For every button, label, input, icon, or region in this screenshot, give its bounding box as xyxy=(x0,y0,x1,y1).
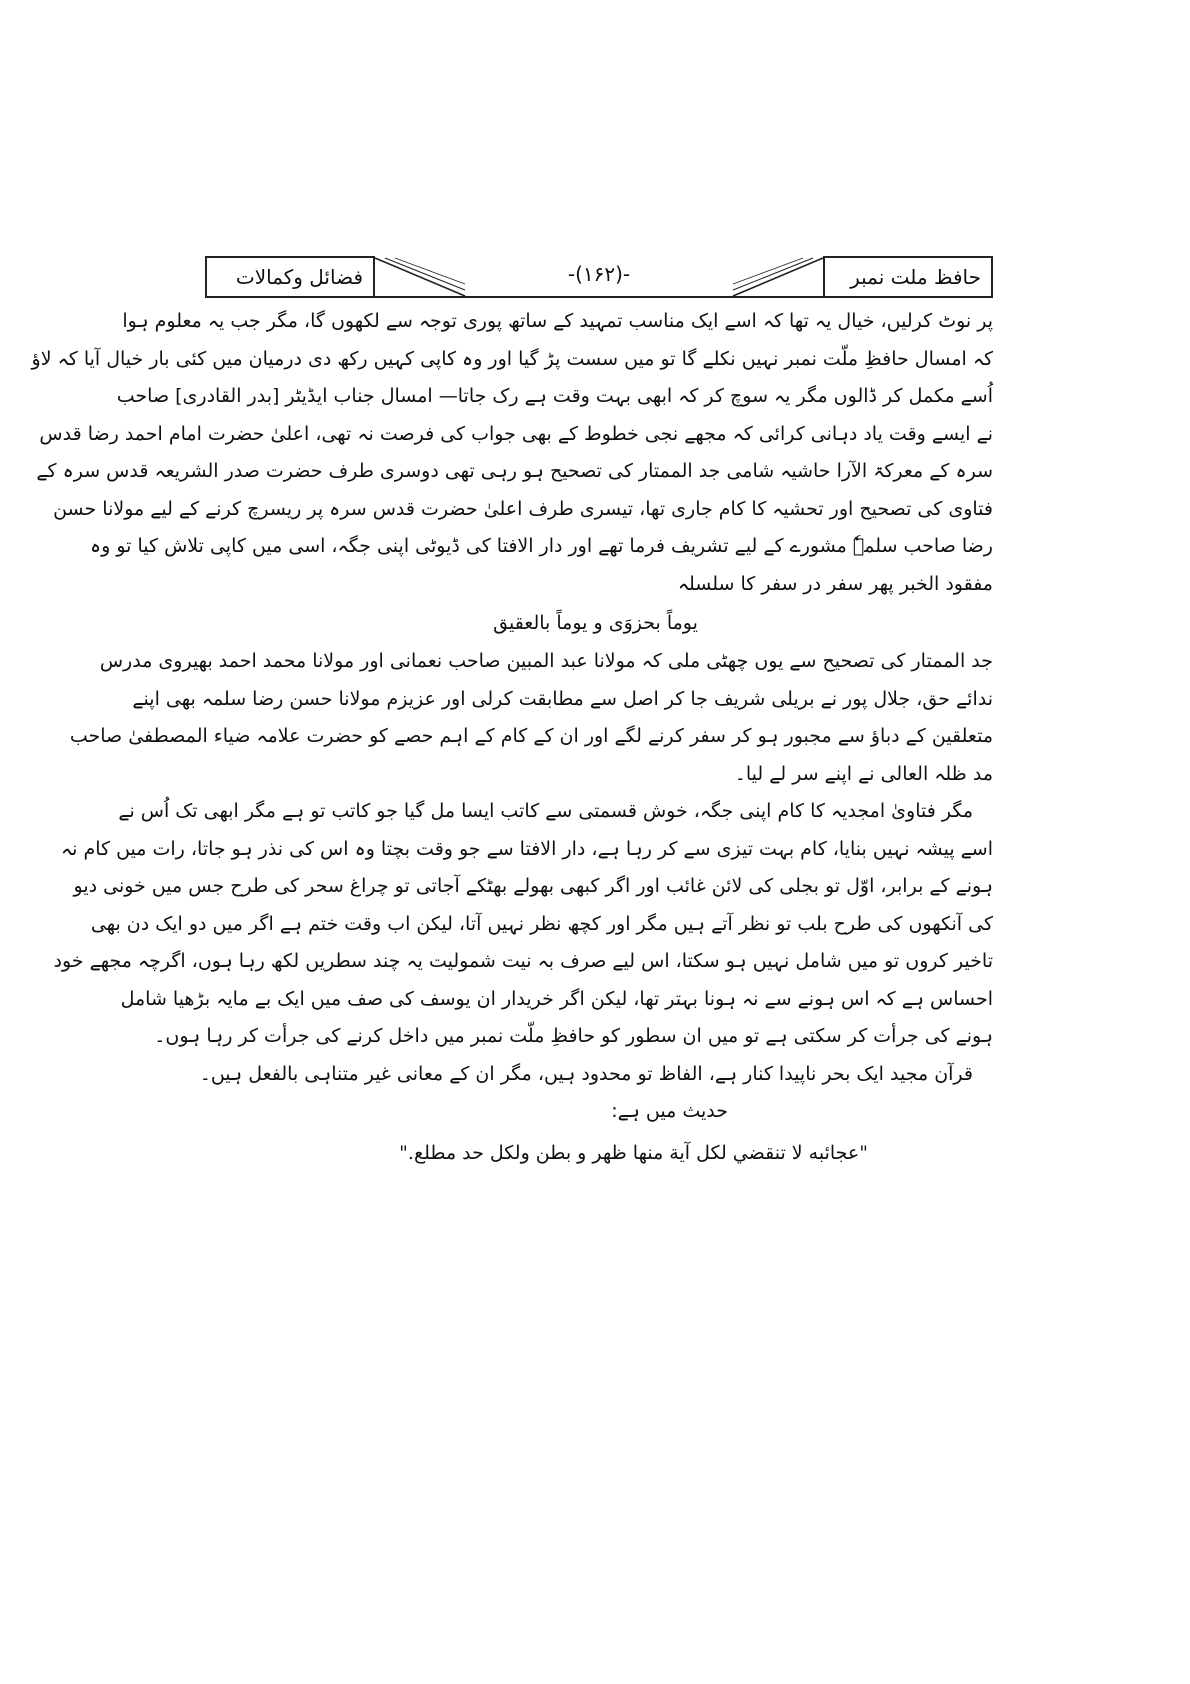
verse-line: یوماً بحزوَی و یوماً بالعقیق xyxy=(493,612,698,634)
page-number: -(۱۶۲)- xyxy=(567,262,631,286)
text-line: کی آنکھوں کی طرح بلب تو نظر آتے ہیں مگر اور کچھ نظر نہیں آتا، لیکن اب وقت ختم ہے اگر میں دو ایک دن بھی xyxy=(90,912,993,935)
text-line: متعلقین کے دباؤ سے مجبور ہو کر سفر کرنے لگے اور ان کے کام کے اہم حصے کو حضرت علامہ ضیاء المصطفیٰ صاحب xyxy=(69,725,993,747)
text-line: ہونے کی جرأت کر سکتی ہے تو میں ان سطور کو حافظِ ملّت نمبر میں داخل کرنے کی جرأت کر رہا ہوں۔ xyxy=(154,1025,993,1047)
journal-title: حافظ ملت نمبر xyxy=(823,256,993,296)
running-header xyxy=(205,256,993,298)
text-line: فتاوی کی تصحیح اور تحشیہ کا کام جاری تھا، تیسری طرف اعلیٰ حضرت قدس سرہ پر ریسرچ کرنے کے لیے مولانا حسن xyxy=(53,497,993,520)
header-rule xyxy=(205,296,993,298)
text-line: ندائے حق، جلال پور نے بریلی شریف جا کر اصل سے مطابقت کرلی اور عزیزم مولانا حسن رضا سلمہ بھی اپنے xyxy=(132,687,993,710)
text-line: کہ امسال حافظِ ملّت نمبر نہیں نکلے گا تو میں سست پڑ گیا اور وہ کاپی کہیں رکھ دی درمیان میں کئی بار خیال آیا کہ لاؤ xyxy=(31,347,993,370)
hadith-quote: "عجائبه لا تنقضي لكل آية منها ظهر و بطن ولكل حد مطلع." xyxy=(399,1141,868,1164)
text-line: پر نوٹ کرلیں، خیال یہ تھا کہ اسے ایک مناسب تمہید کے ساتھ پوری توجہ سے لکھوں گا، مگر جب یہ معلوم ہوا xyxy=(122,310,993,332)
text-line: اسے پیشہ نہیں بنایا، کام بہت تیزی سے کر رہا ہے، دار الافتا سے جو وقت بچتا وہ اس کی نذر ہو جاتا، رات میں کام نہ xyxy=(61,837,993,860)
section-title: فضائل وکمالات xyxy=(205,256,375,296)
text-line: تاخیر کروں تو میں شامل نہیں ہو سکتا، اس لیے صرف بہ نیت شمولیت یہ چند سطریں لکھ رہا ہوں، اگرچہ مجھے خود xyxy=(53,950,993,972)
text-line: مفقود الخبر پھر سفر در سفر کا سلسلہ xyxy=(677,572,993,595)
article-body xyxy=(31,303,993,1175)
text-line: رضا صاحب سلمہٗ مشورے کے لیے تشریف فرما تھے اور دار الافتا کی ڈیوٹی اپنی جگہ، اسی میں کاپی تلاش کیا تو وہ xyxy=(89,535,993,557)
text-line: نے ایسے وقت یاد دہانی کرائی کہ مجھے نجی خطوط کے بھی جواب کی فرصت نہ تھی، اعلیٰ حضرت امام احمد رضا قدس xyxy=(39,422,993,445)
text-line: مد ظلہ العالی نے اپنے سر لے لیا۔ xyxy=(734,762,993,785)
text-line: اُسے مکمل کر ڈالوں مگر یہ سوچ کر کہ ابھی بہت وقت ہے رک جاتا— امسال جناب ایڈیٹر [بدر القادری] صاحب xyxy=(116,385,993,407)
paragraph-2 xyxy=(69,643,993,793)
text-line: سرہ کے معرکۃ الآرا حاشیہ شامی جد الممتار کی تصحیح ہو رہی تھی دوسری طرف حضرت صدر الشریعہ قدس سرہ کے xyxy=(36,460,993,482)
text-line: جد الممتار کی تصحیح سے یوں چھٹی ملی کہ مولانا عبد المبین صاحب نعمانی اور مولانا محمد احمد بھیروی مدرس xyxy=(99,650,993,672)
text-line: احساس ہے کہ اس ہونے سے نہ ہونا بہتر تھا، لیکن اگر خریدار ان یوسف کی صف میں ایک بے مایہ بڑھیا شامل xyxy=(120,987,993,1010)
paragraph-3 xyxy=(53,793,993,1056)
text-line: ہونے کے برابر، اوّل تو بجلی کی لائن غائب اور اگر کبھی بھولے بھٹکے آجاتی تو چراغ سحر کی طرح جس میں خونی دیو xyxy=(73,875,993,897)
paragraph-4: قرآن مجید ایک بحر ناپیدا کنار ہے، الفاظ تو محدود ہیں، مگر ان کے معانی غیر متناہی بالفعل ہیں۔ xyxy=(199,1062,973,1085)
header-left-flourish xyxy=(375,256,465,298)
hadith-intro: حدیث میں ہے: xyxy=(611,1100,728,1122)
text-line: مگر فتاویٰ امجدیہ کا کام اپنی جگہ، خوش قسمتی سے کاتب ایسا مل گیا جو کاتب تو ہے مگر ابھی تک اُس نے xyxy=(118,800,973,822)
paragraph-1 xyxy=(31,303,993,603)
